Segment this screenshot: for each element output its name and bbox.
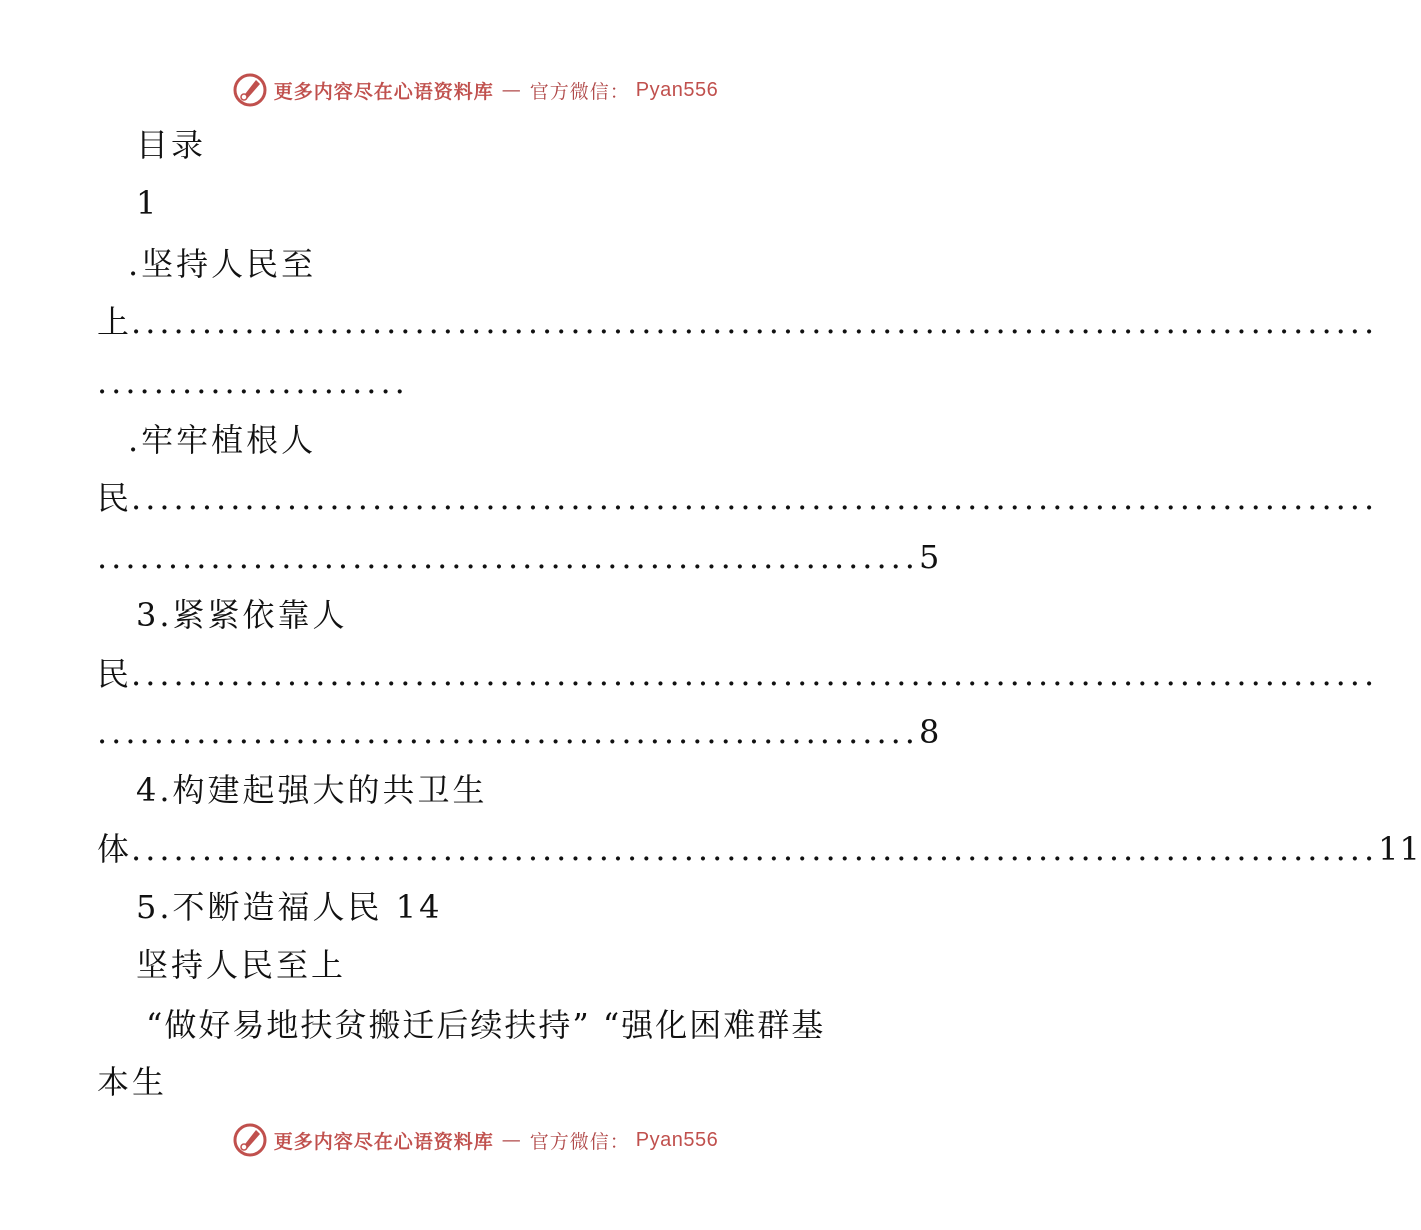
footer-wechat-label: 官方微信： <box>529 1130 630 1153</box>
header-wechat-id: Pyan556 <box>635 78 719 101</box>
toc-item4-row[interactable] <box>97 829 1421 869</box>
toc-item4-tail: 体 <box>97 830 132 868</box>
toc-item2-leader-continued: .......................................................... <box>97 538 919 576</box>
toc-item3-row[interactable] <box>97 654 1379 694</box>
toc-item1-tail: 上 <box>97 303 132 341</box>
toc-item4-page-number: 11 <box>1378 830 1421 868</box>
toc-item2-page-number: 5 <box>918 538 941 576</box>
body-paragraph-line2: 本生 <box>97 1063 168 1101</box>
section-title: 坚持人民至上 <box>136 946 347 984</box>
toc-title: 目录 <box>136 126 207 164</box>
toc-item2-page-row[interactable] <box>97 537 941 577</box>
toc-item1-title: .坚持人民至 <box>128 245 317 283</box>
toc-item1-row[interactable] <box>97 302 1379 342</box>
header-watermark <box>0 70 950 110</box>
footer-dash: — <box>501 1129 522 1151</box>
toc-item2-row[interactable] <box>97 478 1379 518</box>
footer-site-name: 更多内容尽在心语资料库 <box>273 1130 494 1153</box>
toc-item2-leader: ........................................................................................ <box>131 479 1379 517</box>
quill-logo-icon <box>232 1122 268 1158</box>
toc-item4-leader: ........................................................................................ <box>131 830 1379 868</box>
footer-wechat-id: Pyan556 <box>635 1128 719 1151</box>
toc-item2-title: .牢牢植根人 <box>128 421 317 459</box>
header-wechat-label: 官方微信： <box>529 80 630 103</box>
toc-item2-tail: 民 <box>97 479 132 517</box>
quill-logo-icon <box>232 72 268 108</box>
toc-item3-page-row[interactable] <box>97 712 941 752</box>
body-paragraph-line1: “做好易地扶贫搬迁后续扶持” “强化困难群基 <box>146 1006 826 1044</box>
toc-item5[interactable]: 5.不断造福人民 14 <box>136 888 443 926</box>
toc-item3-page-number: 8 <box>918 713 941 751</box>
toc-item3-leader: ........................................................................................ <box>131 655 1379 693</box>
toc-item3-title: 3.紧紧依靠人 <box>136 596 348 634</box>
toc-item1-number: 1 <box>136 184 160 222</box>
header-dash: — <box>501 79 522 101</box>
toc-item3-tail: 民 <box>97 655 132 693</box>
toc-item3-leader-continued: .......................................................... <box>97 713 919 751</box>
toc-item1-leader: ........................................................................................ <box>131 303 1379 341</box>
toc-item4-title: 4.构建起强大的共卫生 <box>136 771 488 809</box>
footer-watermark <box>0 1120 950 1160</box>
header-site-name: 更多内容尽在心语资料库 <box>273 80 494 103</box>
toc-item1-leader-continued: ...................... <box>97 363 409 401</box>
